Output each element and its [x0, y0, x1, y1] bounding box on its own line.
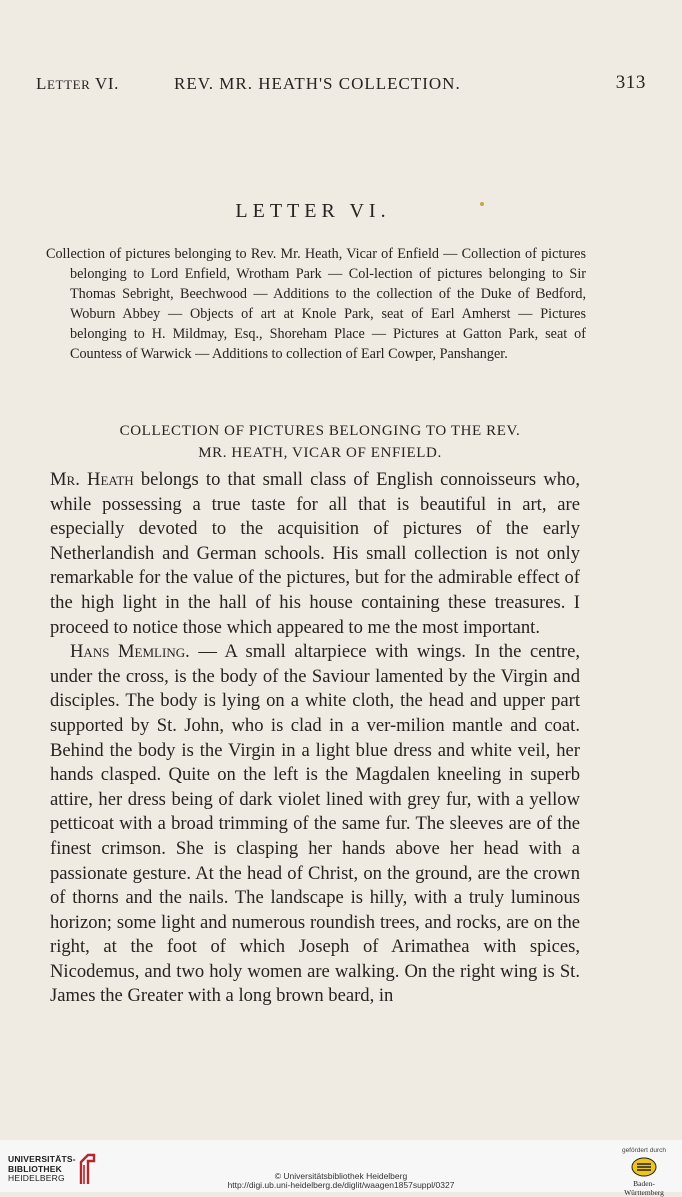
- sponsor-name: Baden-Württemberg: [624, 1179, 664, 1197]
- running-head-title: REV. MR. HEATH'S COLLECTION.: [174, 74, 461, 93]
- section-title: [40, 420, 600, 464]
- paragraph-lead: Mr. Heath: [50, 469, 134, 490]
- paragraph-text: belongs to that small class of English connoisseurs who, while possessing a true taste for all that is beautiful in art, are especially devoted to the acquisition of pictures of the early Netherlandish and German schools. His small collection is not only remarkable for the value of the pictures, but for the admirable effect of the high light in the hall of his house containing these treasures. I proceed to notice those which appeared to me the most important.: [50, 469, 580, 638]
- permalink[interactable]: http://digi.ub.uni-heidelberg.de/diglit/waagen1857suppl/0327: [227, 1180, 455, 1190]
- body-text: [50, 468, 580, 1009]
- chapter-summary: [46, 244, 586, 364]
- paragraph-memling: [50, 640, 580, 1009]
- running-head: [36, 72, 646, 98]
- library-name: UNIVERSITÄTS- BIBLIOTHEK HEIDELBERG: [8, 1154, 76, 1183]
- section-title-line-1: COLLECTION OF PICTURES BELONGING TO THE REV.: [119, 423, 521, 439]
- paragraph-heath: [50, 468, 580, 640]
- running-head-letter: LETTER VI.: [36, 74, 119, 93]
- page-number: 313: [615, 72, 646, 93]
- sponsor: [614, 1147, 674, 1197]
- paragraph-lead: Hans Memling.: [70, 641, 190, 663]
- paragraph-text: — A small altarpiece with wings. In the centre, under the cross, is the body of the Saviour lamented by the Virgin and disciples. The body is lying on a white cloth, the head and upper part supported by St. John, who is clad in a ver-milion mantle and coat. Behind the body is the Virgin in a light blue dress and white veil, her hands clasped. Quite on the left is the Magdalen kneeling in superb attire, her dress being of dark violet lined with grey fur, with a yellow petticoat with a broad trimming of the same fur. The sleeves are of the finest crimson. She is clasping her hands above her head with a passionate gesture. At the head of Christ, on the ground, are the crown of thorns and the nails. The landscape is hilly, with a truly luminous horizon; some light and numerous roundish trees, and rocks, are on the right, at the foot of which Joseph of Arimathea with spices, Nicodemus, and two holy women are walking. On the right wing is St. James the Greater with a long brown beard, in: [50, 641, 581, 1007]
- sponsor-label: gefördert durch: [621, 1147, 667, 1154]
- section-title-line-2: MR. HEATH, VICAR OF ENFIELD.: [198, 445, 442, 461]
- copyright-notice: [0, 1172, 682, 1190]
- copyright-text: © Universitätsbibliothek Heidelberg: [274, 1171, 408, 1181]
- letter-heading: LETTER VI.: [235, 200, 391, 222]
- digitization-footer: [0, 1140, 682, 1197]
- chapter-summary-text: Collection of pictures belonging to Rev. Mr. Heath, Vicar of Enfield — Collection of pictures belonging to Lord Enfield, Wrotham Park — Col-lection of pictures belonging to Sir Thomas Sebright, Beechwood — Additions to the collection of the Duke of Bedford, Woburn Abbey — Objects of art at Knole Park, seat of Earl Amherst — Pictures belonging to H. Mildmay, Esq., Shoreham Place — Pictures at Gatton Park, seat of Countess of Warwick — Additions to collection of Earl Cowper, Panshanger.: [46, 246, 586, 362]
- state-crest-icon: [631, 1157, 657, 1177]
